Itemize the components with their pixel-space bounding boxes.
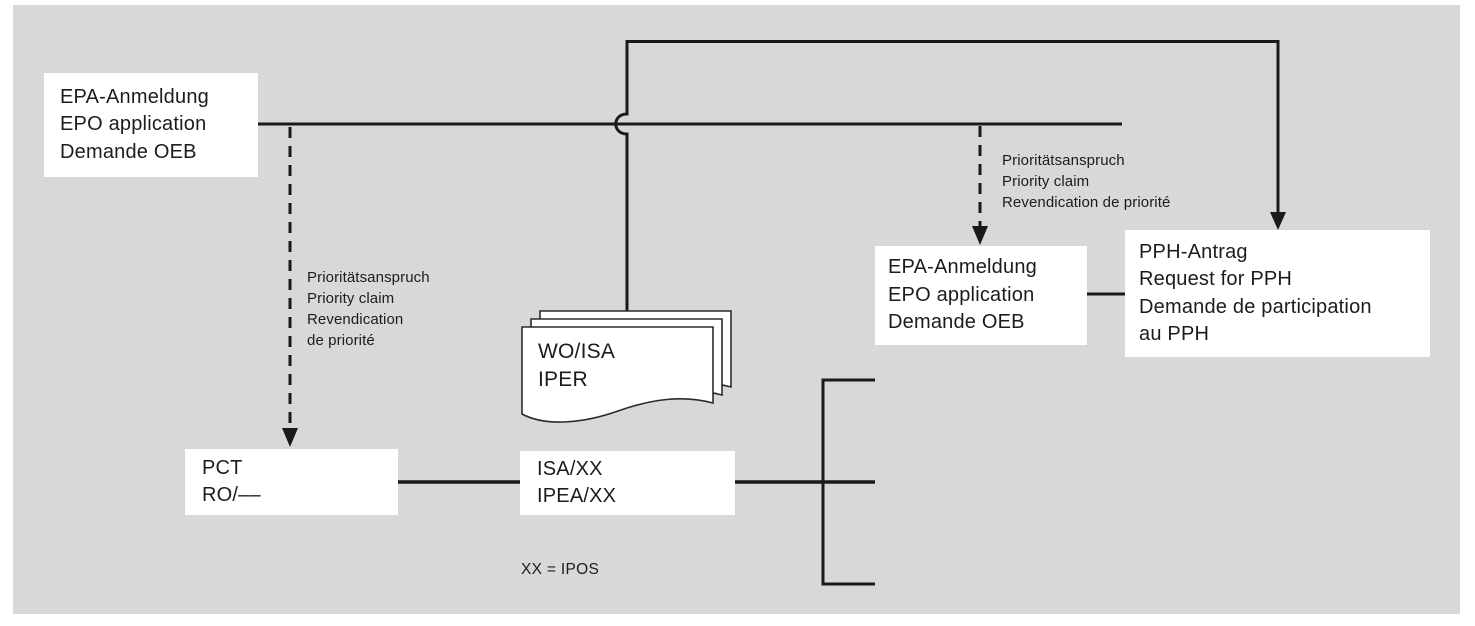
box-pct-ro <box>185 449 398 515</box>
box-epo-application-right <box>875 246 1087 345</box>
label-text-line: Prioritätsanspruch <box>1002 152 1125 169</box>
box-text-line: Request for PPH <box>1139 268 1293 290</box>
label-text-line: Revendication <box>307 311 404 328</box>
box-text-line: EPO application <box>60 113 207 136</box>
box-text-line: EPO application <box>888 283 1035 306</box>
box-text-line: ISA/XX <box>537 457 603 480</box>
box-text-line: IPEA/XX <box>537 485 617 507</box>
box-text-line: Demande de participation <box>1139 295 1372 318</box>
legend-xx-ipos: XX = IPOS <box>521 561 600 578</box>
box-text-line: EPA-Anmeldung <box>60 85 209 108</box>
box-isa-ipea <box>520 451 735 515</box>
label-text-line: de priorité <box>307 332 375 349</box>
document-text-line: IPER <box>538 368 588 391</box>
box-text-line: au PPH <box>1139 323 1210 345</box>
label-text-line: Priority claim <box>307 290 395 307</box>
label-priority-claim-left <box>307 267 430 351</box>
label-text-line: Revendication de priorité <box>1002 194 1171 211</box>
label-priority-claim-right <box>1002 150 1170 213</box>
label-text-line: Priority claim <box>1002 173 1090 190</box>
box-text-line: RO/–– <box>202 484 261 506</box>
arrowhead-pph <box>1270 212 1286 230</box>
arrowhead-epo-right <box>972 226 988 245</box>
document-stack-label <box>538 338 615 394</box>
box-text-line: EPA-Anmeldung <box>888 256 1037 279</box>
document-text-line: WO/ISA <box>538 340 616 363</box>
box-text-line: Demande OEB <box>60 140 197 163</box>
label-text-line: Prioritätsanspruch <box>307 269 430 286</box>
box-text-line: PCT <box>202 456 243 479</box>
box-epo-application-left <box>44 73 258 177</box>
box-text-line: Demande OEB <box>888 311 1025 334</box>
arrowhead-pct <box>282 428 298 447</box>
box-text-line: PPH-Antrag <box>1139 240 1248 263</box>
box-pph-request <box>1125 230 1430 357</box>
